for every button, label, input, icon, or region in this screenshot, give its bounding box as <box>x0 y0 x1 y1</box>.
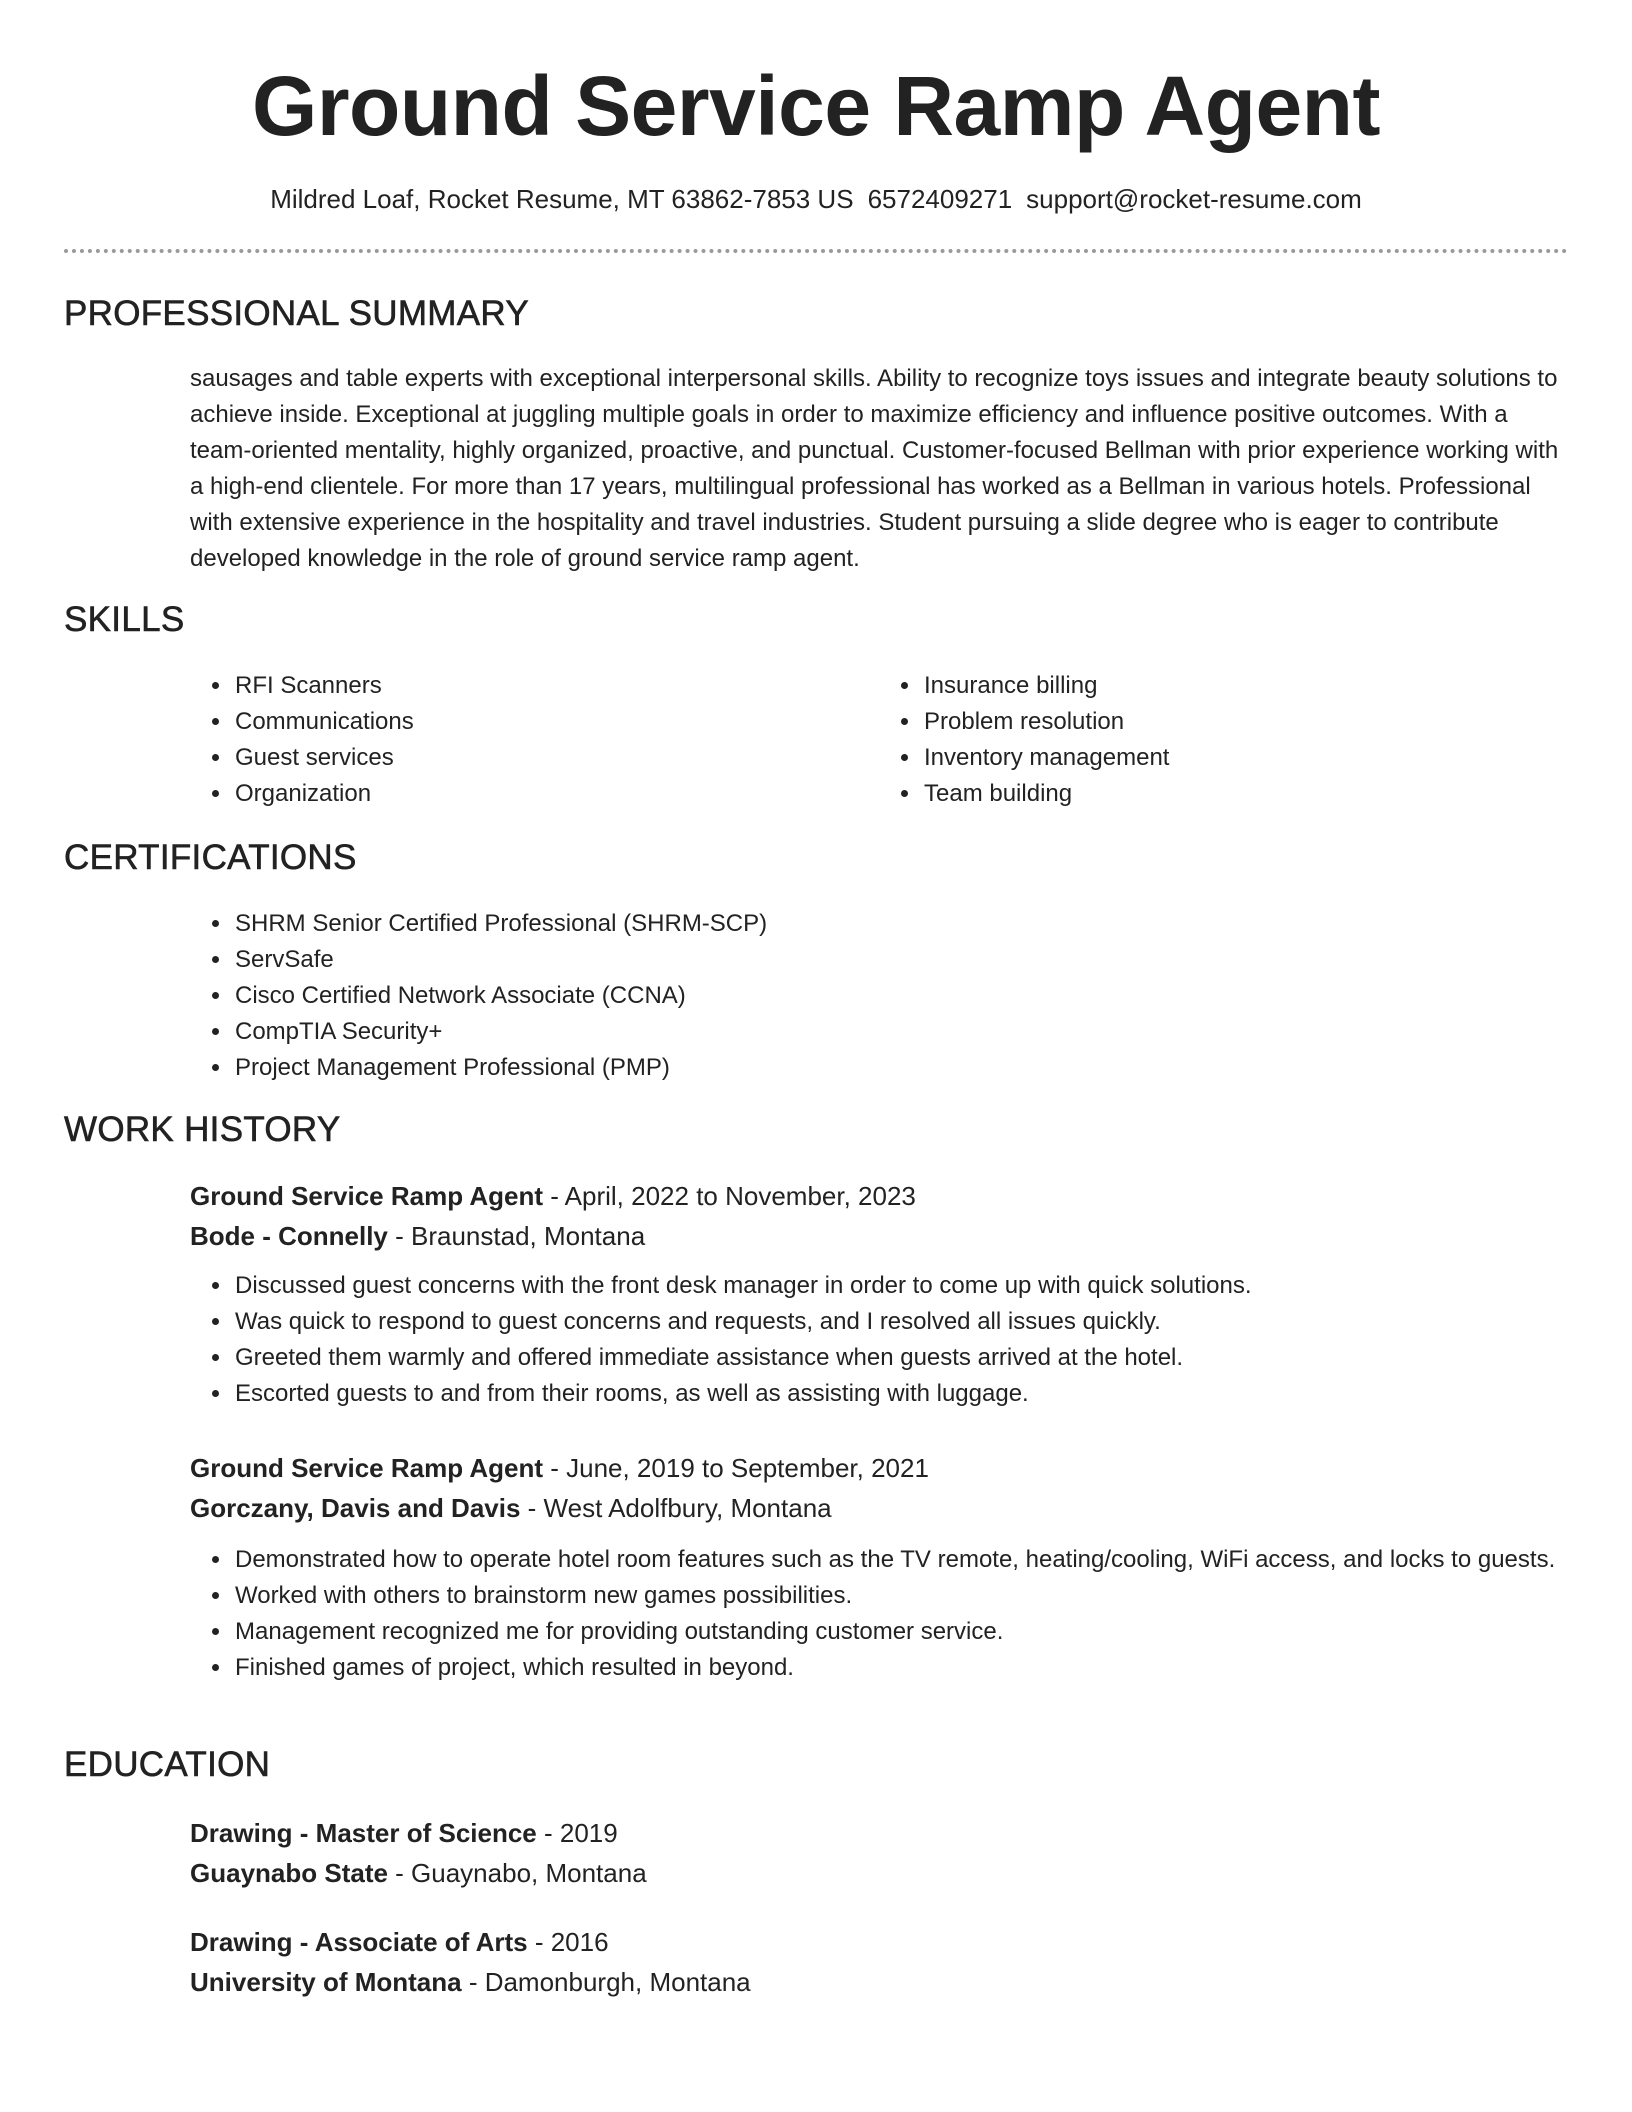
education-school-line <box>190 1962 1568 2002</box>
education-entry <box>190 1922 1568 2002</box>
skill-item: • RFI Scanners <box>233 668 879 704</box>
skills-list-right <box>879 668 1568 812</box>
work-history-heading: WORK HISTORY <box>64 1110 341 1149</box>
job-entry <box>190 1176 1568 1412</box>
job-location: - Braunstad, Montana <box>387 1221 646 1251</box>
job-company-line <box>190 1216 1568 1256</box>
skill-item: • Communications <box>233 704 879 740</box>
job-title-line <box>190 1448 1568 1488</box>
education-year: - 2016 <box>527 1927 609 1957</box>
education-school: University of Montana <box>190 1967 462 1997</box>
skill-item: • Guest services <box>233 740 879 776</box>
education-degree: Drawing - Associate of Arts <box>190 1927 528 1957</box>
job-company-line <box>190 1488 1568 1528</box>
skills-grid <box>190 668 1568 812</box>
job-bullet: • Management recognized me for providing outstanding customer service. <box>233 1614 1568 1650</box>
job-title-line <box>190 1176 1568 1216</box>
job-title: Ground Service Ramp Agent <box>190 1453 543 1483</box>
skill-item: • Insurance billing <box>922 668 1568 704</box>
education-heading: EDUCATION <box>64 1745 271 1784</box>
job-location: - West Adolfbury, Montana <box>520 1493 832 1523</box>
skill-item: • Organization <box>233 776 879 812</box>
job-bullets <box>190 1268 1568 1412</box>
summary-heading: PROFESSIONAL SUMMARY <box>64 294 529 333</box>
certification-item: • Project Management Professional (PMP) <box>233 1050 1568 1086</box>
contact-address: Mildred Loaf, Rocket Resume, MT 63862-7853 US <box>270 184 854 214</box>
job-bullet: • Worked with others to brainstorm new games possibilities. <box>233 1578 1568 1614</box>
education-school-line <box>190 1853 1568 1893</box>
certification-item: • Cisco Certified Network Associate (CCNA) <box>233 978 1568 1014</box>
job-bullet: • Was quick to respond to guest concerns and requests, and I resolved all issues quickly. <box>233 1304 1568 1340</box>
contact-line <box>0 182 1632 216</box>
summary-block <box>190 361 1568 577</box>
skills-list-left <box>190 668 879 812</box>
skill-item: • Team building <box>922 776 1568 812</box>
certification-item: • SHRM Senior Certified Professional (SHRM-SCP) <box>233 906 1568 942</box>
job-bullet: • Discussed guest concerns with the front desk manager in order to come up with quick solutions. <box>233 1268 1568 1304</box>
job-bullet: • Escorted guests to and from their rooms, as well as assisting with luggage. <box>233 1376 1568 1412</box>
education-location: - Damonburgh, Montana <box>461 1967 751 1997</box>
certification-item: • ServSafe <box>233 942 1568 978</box>
certification-item: • CompTIA Security+ <box>233 1014 1568 1050</box>
job-bullet: • Finished games of project, which resulted in beyond. <box>233 1650 1568 1686</box>
summary-text: sausages and table experts with exceptional interpersonal skills. Ability to recognize toys issues and integrate beauty solutions to achieve inside. Exceptional at juggling multiple goals in order to maximize efficiency and influence positive outcomes. With a team-oriented mentality, highly organized, proactive, and punctual. Customer-focused Bellman with prior experience working with a high-end clientele. For more than 17 years, multilingual professional has worked as a Bellman in various hotels. Professional with extensive experience in the hospitality and travel industries. Student pursuing a slide degree who is eager to contribute developed knowledge in the role of ground service ramp agent. <box>190 365 1559 572</box>
job-entry <box>190 1448 1568 1686</box>
job-bullets <box>190 1542 1568 1686</box>
skill-item: • Problem resolution <box>922 704 1568 740</box>
education-degree: Drawing - Master of Science <box>190 1818 537 1848</box>
certifications-block <box>190 906 1568 1086</box>
education-entry <box>190 1813 1568 1893</box>
job-company: Gorczany, Davis and Davis <box>190 1493 521 1523</box>
education-year: - 2019 <box>536 1818 618 1848</box>
education-degree-line <box>190 1813 1568 1853</box>
header-divider <box>64 249 1568 253</box>
resume-title: Ground Service Ramp Agent <box>252 59 1380 153</box>
skills-heading: SKILLS <box>64 600 185 639</box>
certifications-list <box>190 906 1568 1086</box>
job-bullet: • Greeted them warmly and offered immediate assistance when guests arrived at the hotel. <box>233 1340 1568 1376</box>
job-bullet: • Demonstrated how to operate hotel room features such as the TV remote, heating/cooling, WiFi access, and locks to guests. <box>233 1542 1568 1578</box>
contact-email[interactable]: support@rocket-resume.com <box>1026 184 1362 214</box>
certifications-heading: CERTIFICATIONS <box>64 838 357 877</box>
contact-phone: 6572409271 <box>867 184 1013 214</box>
skills-block <box>190 668 1568 812</box>
education-location: - Guaynabo, Montana <box>387 1858 647 1888</box>
education-degree-line <box>190 1922 1568 1962</box>
education-school: Guaynabo State <box>190 1858 388 1888</box>
job-title: Ground Service Ramp Agent <box>190 1181 543 1211</box>
job-dates: - April, 2022 to November, 2023 <box>543 1181 916 1211</box>
job-company: Bode - Connelly <box>190 1221 388 1251</box>
skill-item: • Inventory management <box>922 740 1568 776</box>
job-dates: - June, 2019 to September, 2021 <box>543 1453 929 1483</box>
